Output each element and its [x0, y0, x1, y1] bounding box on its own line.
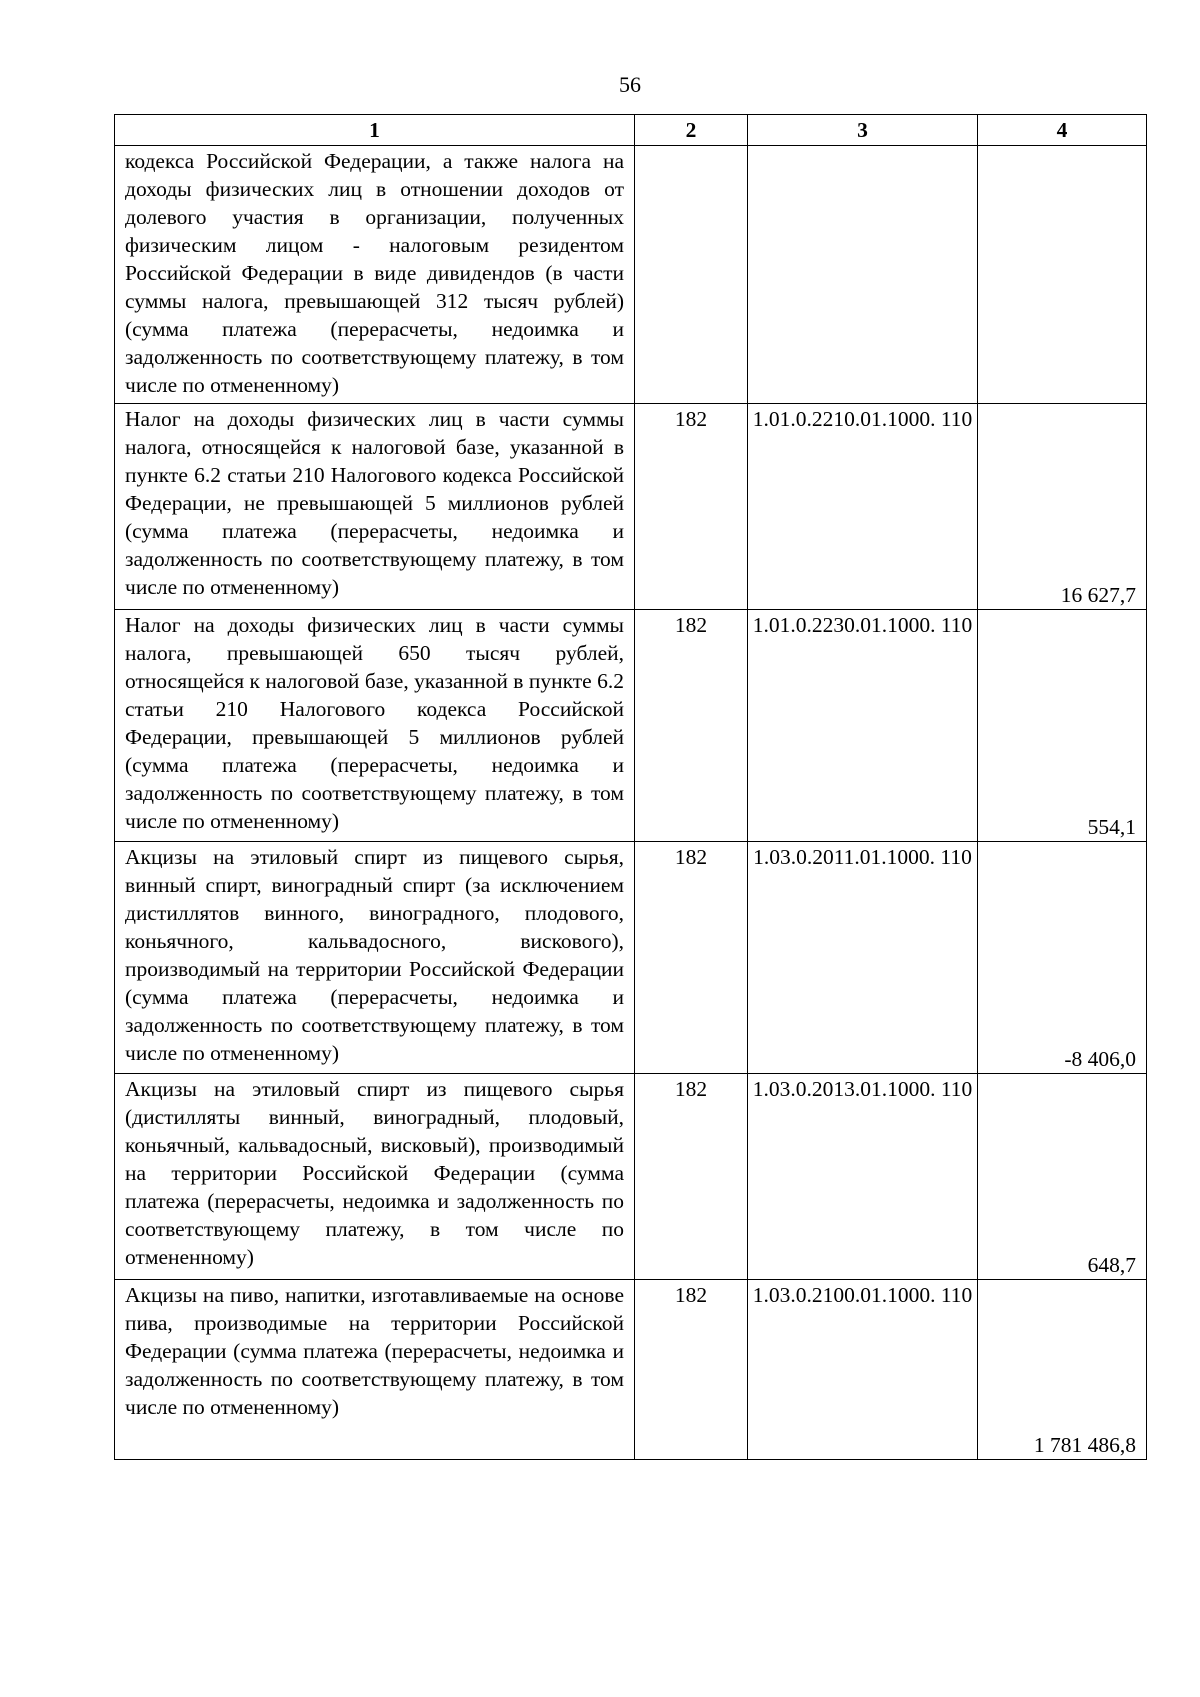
table-row — [115, 1074, 1147, 1280]
page-number: 56 — [619, 72, 641, 97]
row-admin-code: 182 — [635, 610, 748, 842]
row-admin-code: 182 — [635, 1074, 748, 1280]
table-row — [115, 146, 1147, 404]
table-row — [115, 1280, 1147, 1460]
row-kbk-code — [748, 146, 978, 404]
row-amount: 554,1 — [978, 610, 1147, 842]
row-admin-code: 182 — [635, 842, 748, 1074]
row-description: Акцизы на этиловый спирт из пищевого сырья, винный спирт, виноградный спирт (за исключением дистиллятов винного, виноградного, плодового, коньячного, кальвадосного, вискового), производимый на территории Российской Федерации (сумма платежа (перерасчеты, недоимка и задолженность по соответствующему платежу, в том числе по отмененному) — [115, 842, 635, 1074]
column-header-4: 4 — [978, 115, 1147, 146]
table-row — [115, 610, 1147, 842]
row-admin-code: 182 — [635, 404, 748, 610]
table-row — [115, 842, 1147, 1074]
table-header-row — [115, 115, 1147, 146]
row-amount: -8 406,0 — [978, 842, 1147, 1074]
row-kbk-code: 1.01.0.2210.01.1000. 110 — [748, 404, 978, 610]
row-description: Налог на доходы физических лиц в части суммы налога, превышающей 650 тысяч рублей, относящейся к налоговой базе, указанной в пункте 6.2 статьи 210 Налогового кодекса Российской Федерации, превышающей 5 миллионов рублей (сумма платежа (перерасчеты, недоимка и задолженность по соответствующему платежу, в том числе по отмененному) — [115, 610, 635, 842]
budget-revenue-table — [114, 114, 1147, 1460]
row-kbk-code: 1.03.0.2100.01.1000. 110 — [748, 1280, 978, 1460]
row-admin-code — [635, 146, 748, 404]
row-description: кодекса Российской Федерации, а также налога на доходы физических лиц в отношении доходов от долевого участия в организации, полученных физическим лицом - налоговым резидентом Российской Федерации в виде дивидендов (в части суммы налога, превышающей 312 тысяч рублей) (сумма платежа (перерасчеты, недоимка и задолженность по соответствующему платежу, в том числе по отмененному) — [115, 146, 635, 404]
table-row — [115, 404, 1147, 610]
column-header-2: 2 — [635, 115, 748, 146]
row-admin-code: 182 — [635, 1280, 748, 1460]
row-amount: 1 781 486,8 — [978, 1280, 1147, 1460]
row-kbk-code: 1.03.0.2013.01.1000. 110 — [748, 1074, 978, 1280]
row-description: Акцизы на этиловый спирт из пищевого сырья (дистилляты винный, виноградный, плодовый, коньячный, кальвадосный, висковый), производимый на территории Российской Федерации (сумма платежа (перерасчеты, недоимка и задолженность по соответствующему платежу, в том числе по отмененному) — [115, 1074, 635, 1280]
row-amount: 16 627,7 — [978, 404, 1147, 610]
row-kbk-code: 1.03.0.2011.01.1000. 110 — [748, 842, 978, 1074]
row-amount — [978, 146, 1147, 404]
column-header-1: 1 — [115, 115, 635, 146]
row-kbk-code: 1.01.0.2230.01.1000. 110 — [748, 610, 978, 842]
row-description: Акцизы на пиво, напитки, изготавливаемые на основе пива, производимые на территории Российской Федерации (сумма платежа (перерасчеты, недоимка и задолженность по соответствующему платежу, в том числе по отмененному) — [115, 1280, 635, 1460]
row-amount: 648,7 — [978, 1074, 1147, 1280]
row-description: Налог на доходы физических лиц в части суммы налога, относящейся к налоговой базе, указанной в пункте 6.2 статьи 210 Налогового кодекса Российской Федерации, не превышающей 5 миллионов рублей (сумма платежа (перерасчеты, недоимка и задолженность по соответствующему платежу, в том числе по отмененному) — [115, 404, 635, 610]
column-header-3: 3 — [748, 115, 978, 146]
